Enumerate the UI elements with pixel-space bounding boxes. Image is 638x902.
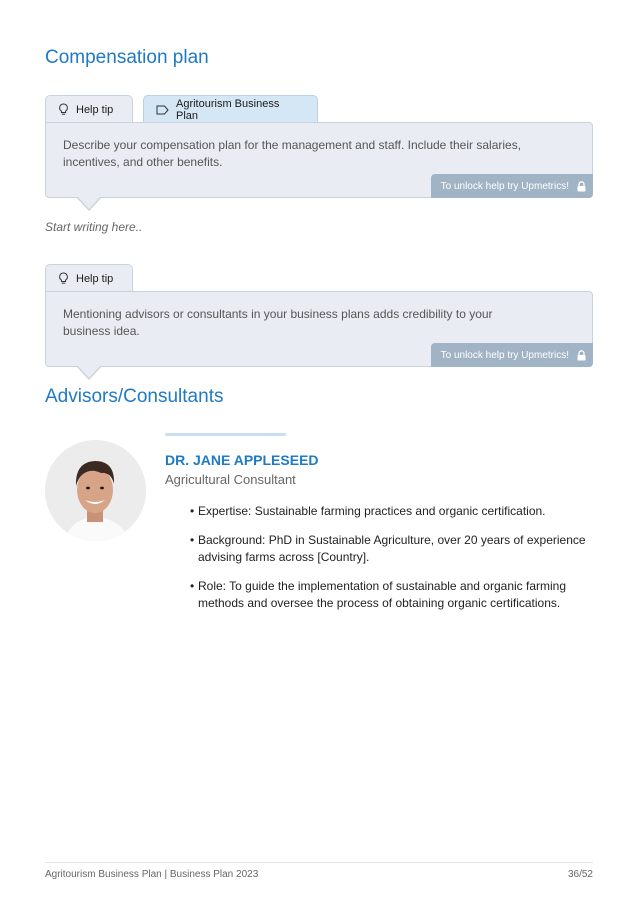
list-item [190,578,590,612]
tip-pointer [76,366,102,380]
footer-page-number: 36/52 [567,869,593,880]
bullet-text: Expertise: Sustainable farming practices and organic certification. [198,504,546,518]
unlock-help-button[interactable] [431,343,593,367]
unlock-help-label: To unlock help try Upmetrics! [440,349,569,361]
list-item [190,503,590,520]
tab-business-plan-label: Agritourism Business Plan [176,97,280,122]
accent-divider [165,433,286,436]
list-item [190,532,590,566]
advisor-role: Agricultural Consultant [165,472,296,487]
help-tip-box-compensation [45,122,593,198]
tab-help-tip[interactable] [45,95,133,123]
tab-business-plan[interactable] [143,95,318,123]
tab-help-tip-2[interactable] [45,264,133,292]
unlock-help-button[interactable] [431,174,593,198]
section-title-advisors: Advisors/Consultants [45,386,224,407]
advisor-details-list [190,503,590,624]
bullet-marker: • [190,579,195,593]
tag-icon [156,105,169,115]
help-tip-box-advisors [45,291,593,367]
lock-icon [577,350,586,361]
footer-document-title: Agritourism Business Plan | Business Plan 2023 [45,869,259,880]
bullet-marker: • [190,504,195,518]
tip-tabs [45,95,318,123]
footer-divider [45,862,593,863]
portrait-photo [45,440,146,541]
lightbulb-icon [58,103,69,116]
lightbulb-icon [58,272,69,285]
tip-pointer [76,197,102,211]
writing-placeholder[interactable]: Start writing here.. [45,220,143,234]
bullet-text: Background: PhD in Sustainable Agriculture, over 20 years of experience advising farms across [Country]. [198,533,586,564]
help-tip-text: Describe your compensation plan for the management and staff. Include their salaries, incentives, and other benefits. [63,138,522,169]
tip-tabs-2 [45,264,133,292]
advisor-name: DR. JANE APPLESEED [165,452,319,468]
help-tip-text: Mentioning advisors or consultants in your business plans adds credibility to your business idea. [63,307,493,338]
tab-help-tip-label: Help tip [76,272,114,285]
avatar [45,440,146,541]
tab-help-tip-label: Help tip [76,103,114,116]
bullet-marker: • [190,533,195,547]
section-title-compensation: Compensation plan [45,47,209,68]
bullet-text: Role: To guide the implementation of sustainable and organic farming methods and oversee the process of obtaining organic certifications. [198,579,567,610]
lock-icon [577,181,586,192]
unlock-help-label: To unlock help try Upmetrics! [440,180,569,192]
